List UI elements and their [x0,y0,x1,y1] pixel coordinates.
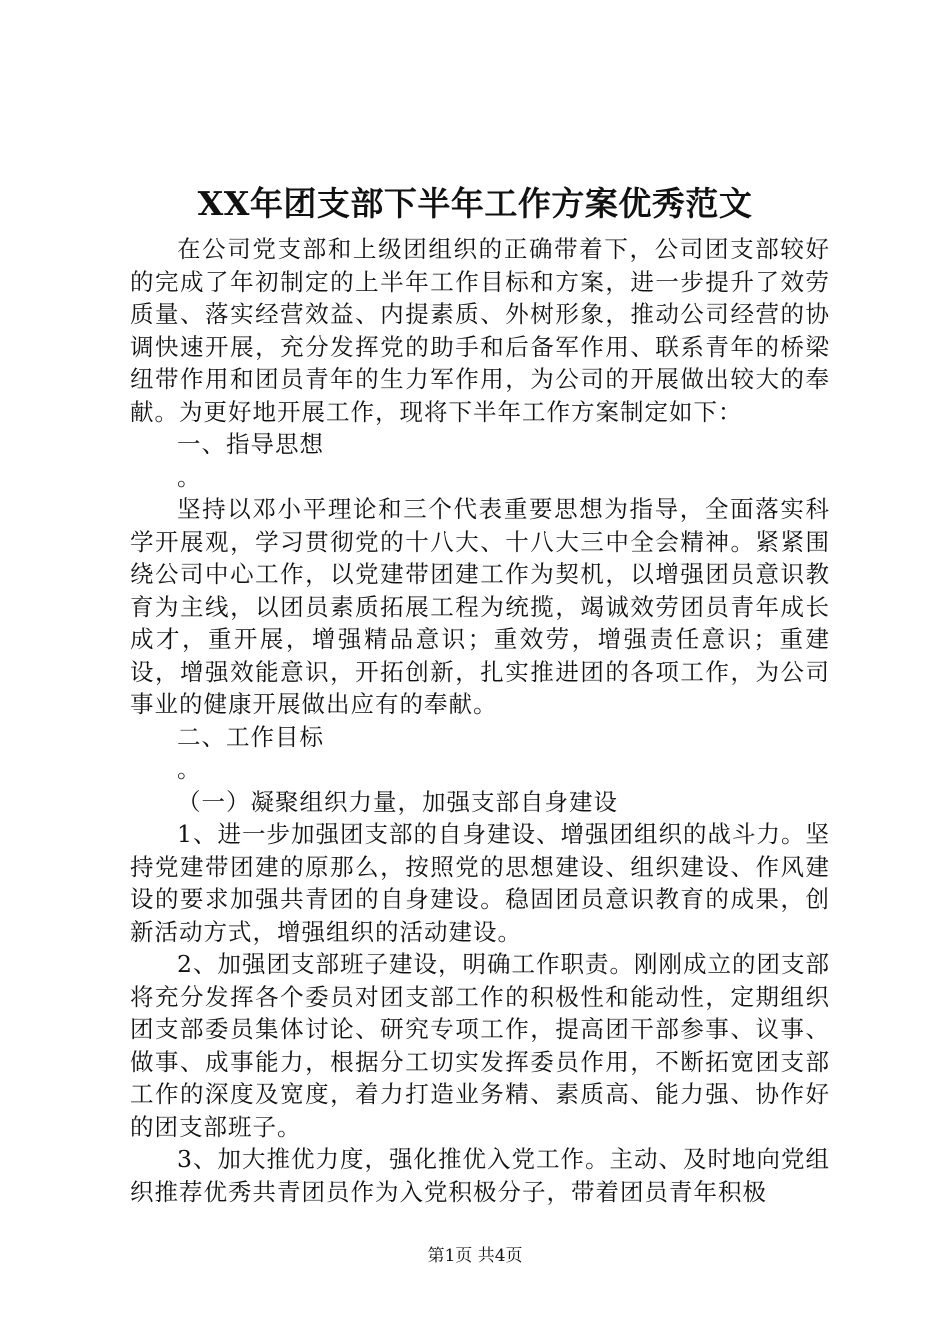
paragraph-dot: 。 [177,755,202,783]
document-body [130,233,830,1208]
document-title: XX年团支部下半年工作方案优秀范文 [197,184,753,223]
subsection-heading-organization: （一）凝聚组织力量，加强支部自身建设 [177,787,618,816]
paragraph-item-1: 1、进一步加强团支部的自身建设、增强团组织的战斗力。坚持党建带团建的原那么，按照党的思想建设、组织建设、作风建设的要求加强共青团的自身建设。稳固团员意识教育的成果，创新活动方式，增强组织的活动建设。 [130,820,830,946]
paragraph-item-3: 3、加大推优力度，强化推优入党工作。主动、及时地向党组织推荐优秀共青团员作为入党积极分子，带着团员青年积极 [130,1145,830,1206]
paragraph-item-2: 2、加强团支部班子建设，明确工作职责。刚刚成立的团支部将充分发挥各个委员对团支部工作的积极性和能动性，定期组织团支部委员集体讨论、研究专项工作，提高团干部参事、议事、做事、成事能力，根据分工切实发挥委员作用，不断拓宽团支部工作的深度及宽度，着力打造业务精、素质高、能力强、协作好的团支部班子。 [130,950,830,1141]
paragraph-guiding-thought: 坚持以邓小平理论和三个代表重要思想为指导，全面落实科学开展观，学习贯彻党的十八大、十八大三中全会精神。紧紧围绕公司中心工作，以党建带团建工作为契机，以增强团员意识教育为主线，以团员素质拓展工程为统揽，竭诚效劳团员青年成长成才，重开展，增强精品意识；重效劳，增强责任意识；重建设，增强效能意识，开拓创新，扎实推进团的各项工作，为公司事业的健康开展做出应有的奉献。 [130,495,830,718]
paragraph-intro: 在公司党支部和上级团组织的正确带着下，公司团支部较好的完成了年初制定的上半年工作目标和方案，进一步提升了效劳质量、落实经营效益、内提素质、外树形象，推动公司经营的协调快速开展，充分发挥党的助手和后备军作用、联系青年的桥梁纽带作用和团员青年的生力军作用，为公司的开展做出较大的奉献。为更好地开展工作，现将下半年工作方案制定如下： [130,235,830,426]
section-heading-work-goals: 二、工作目标 [177,722,324,751]
section-heading-guiding-thought: 一、指导思想 [177,430,324,458]
page-number-footer: 第1页 共4页 [427,1246,523,1266]
paragraph-dot: 。 [177,462,202,491]
